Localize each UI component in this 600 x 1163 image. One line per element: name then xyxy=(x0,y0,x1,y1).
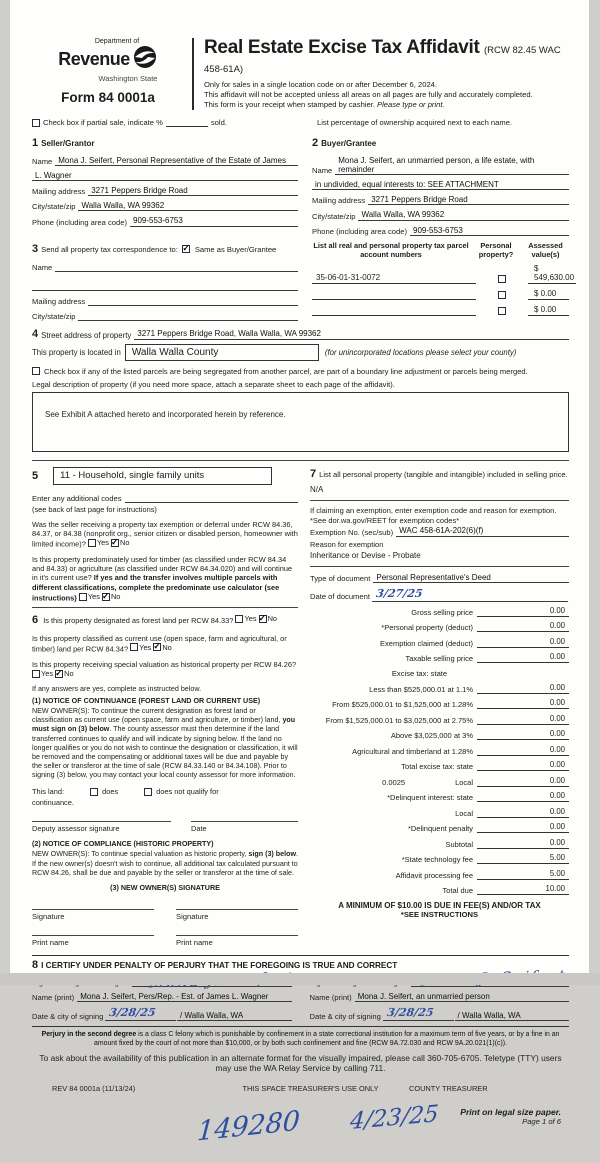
print-legal-size-note: Print on legal size paper. Page 1 of 6 xyxy=(460,1106,561,1126)
reason-for-exemption-label: Reason for exemption xyxy=(310,539,384,549)
tier2-tax-field[interactable]: 0.00 xyxy=(477,698,569,709)
deputy-assessor-date-line[interactable]: Date xyxy=(191,821,298,833)
same-as-buyer-checkbox[interactable] xyxy=(182,245,190,253)
section8-number: 8 xyxy=(32,959,39,972)
affidavit-processing-fee-field[interactable]: 5.00 xyxy=(477,869,569,880)
section3-number: 3 xyxy=(32,242,39,255)
grantee-print-name-field[interactable]: Mona J. Seifert, an unmarried person xyxy=(355,992,569,1002)
revenue-wordmark: Revenue xyxy=(58,49,130,69)
county-treasurer-label: COUNTY TREASURER xyxy=(409,1083,488,1093)
section1-number: 1 xyxy=(32,136,39,149)
parcel-row xyxy=(312,289,569,300)
buyer-name-field-2[interactable]: in undivided, equal interests to: SEE ATTACHMENT xyxy=(312,180,569,190)
seller-city-field[interactable]: Walla Walla, WA 99362 xyxy=(78,201,298,211)
form-number: Form 84 0001a xyxy=(61,90,155,105)
parcel-row xyxy=(312,264,575,284)
seller-mailing-field[interactable]: 3271 Peppers Bridge Road xyxy=(88,186,298,196)
q3-yes-checkbox[interactable] xyxy=(235,615,243,623)
seller-name-field[interactable]: Mona J. Seifert, Personal Representative of the Estate of James xyxy=(55,156,298,166)
tier1-tax-field[interactable]: 0.00 xyxy=(477,683,569,694)
alternate-format-note: To ask about the availability of this publication in an alternate format for the visually impaired, please call 360-705-6705. Teletype (TTY) users may use the WA Relay Service by calling 711. xyxy=(39,1052,562,1074)
treasurer-stamp-number: 149280 xyxy=(196,1105,301,1148)
section3-heading: Send all property tax correspondence to: xyxy=(41,244,178,254)
forest-land-question: 6 Is this property designated as forest land per RCW 84.33? Yes ✓ No xyxy=(32,614,298,628)
same-as-buyer-label: Same as Buyer/Grantee xyxy=(194,244,277,254)
buyer-city-field[interactable]: Walla Walla, WA 99362 xyxy=(358,210,569,220)
section7-number: 7 xyxy=(310,467,317,480)
personal-property-value[interactable]: N/A xyxy=(310,484,324,494)
taxable-selling-price-field[interactable]: 0.00 xyxy=(477,652,569,663)
total-due-field[interactable]: 10.00 xyxy=(477,884,569,895)
form-header xyxy=(32,36,569,110)
deputy-assessor-signature-line[interactable]: Deputy assessor signature xyxy=(32,821,171,833)
page-title: Real Estate Excise Tax Affidavit xyxy=(204,37,480,58)
county-select[interactable]: Walla Walla County xyxy=(125,344,319,361)
tier4-tax-field[interactable]: 0.00 xyxy=(477,729,569,740)
segregated-label: Check box if any of the listed parcels are being segregated from another parcel, are part of a boundary line adjustment or parcels being merged. xyxy=(44,366,528,376)
parcel-col-header: List all real and personal property tax parcel account numbers xyxy=(313,240,469,259)
grantee-date-field[interactable]: 3/28/25 xyxy=(383,1007,456,1021)
exemption-code-field[interactable]: WAC 458-61A-202(6)(f) xyxy=(396,526,569,536)
notice-compliance-body: NEW OWNER(S): To continue special valuation as historic property, sign (3) below. If the new owner(s) doesn't wish to continue, all additional tax calculated pursuant to RCW 84.26, shall be due and payable by the seller or transferor at the time of sale. xyxy=(32,850,299,877)
correspondence-mailing-field[interactable] xyxy=(88,296,298,306)
this-land-label: This land: xyxy=(32,787,65,797)
section7-heading: List all personal property (tangible and intangible) included in selling price. xyxy=(319,469,568,479)
timber-agriculture-question: Is this property predominately used for timber (as classified under RCW 84.34 and 84.33) or agriculture (as classified under RCW 84.34.020) and will continue in it's current use? If yes and the transfer involves multiple parcels with different classifications, complete the predominate use calculator (see instructions) Yes ✓ No xyxy=(32,555,298,608)
additional-codes-field[interactable] xyxy=(125,493,299,503)
correspondence-city-field[interactable] xyxy=(78,311,298,321)
q5-no-checkbox[interactable] xyxy=(55,670,63,678)
assessed-value-field[interactable]: $ 0.00 xyxy=(528,289,569,300)
minimum-due-note: A MINIMUM OF $10.00 IS DUE IN FEE(S) AND/OR TAX xyxy=(338,901,541,911)
parcel-table xyxy=(312,240,575,317)
if-any-yes-note: If any answers are yes, complete as instructed below. xyxy=(32,684,202,693)
excise-tax-state-header: Excise tax: state xyxy=(391,669,448,679)
delinquent-penalty-field[interactable]: 0.00 xyxy=(477,822,569,833)
ownership-percentage-note: List percentage of ownership acquired next to each name. xyxy=(317,117,513,127)
certify-heading: I CERTIFY UNDER PENALTY OF PERJURY THAT THE FOREGOING IS TRUE AND CORRECT xyxy=(41,961,398,971)
dept-of-label: Department of xyxy=(94,38,140,45)
seller-phone-field[interactable]: 909-553-6753 xyxy=(130,216,298,226)
gross-selling-price-field[interactable]: 0.00 xyxy=(477,606,569,617)
rev-form-id: REV 84 0001a (11/13/24) xyxy=(52,1083,136,1093)
notice-compliance-title: (2) NOTICE OF COMPLIANCE (HISTORIC PROPERTY) xyxy=(32,840,214,849)
subtotal-field[interactable]: 0.00 xyxy=(477,838,569,849)
legal-description-label: Legal description of property (if you need more space, attach a separate sheet to each page of the affidavit). xyxy=(32,379,395,389)
partial-sale-label: Check box if partial sale, indicate % xyxy=(43,117,163,127)
local-rate-value: 0.0025 xyxy=(382,777,406,787)
parcel-number-field[interactable] xyxy=(312,289,476,300)
partial-sale-checkbox[interactable] xyxy=(32,119,40,127)
historic-property-question: Is this property receiving special valuation as historical property per RCW 84.26? Yes ✓ No xyxy=(32,660,298,680)
buyer-phone-field[interactable]: 909-553-6753 xyxy=(410,226,569,236)
assessed-value-col-header: Assessed value(s) xyxy=(528,240,563,259)
buyer-name-field[interactable]: Mona J. Seifert, an unmarried person, a life estate, with remainder xyxy=(335,156,569,175)
continuance-label: continuance. xyxy=(32,798,74,808)
parcel-row xyxy=(312,305,569,316)
header-notes: Only for sales in a single location code on or after December 6, 2024. This affidavit will not be accepted unless all areas on all pages are fully and accurately completed. This form is your receipt when stamped by cashier. Please type or print. xyxy=(204,80,533,109)
land-does-not-checkbox[interactable] xyxy=(144,788,152,796)
q2-yes-checkbox[interactable] xyxy=(79,593,87,601)
grantee-city-field[interactable]: / Walla Walla, WA xyxy=(455,1011,569,1021)
see-instructions-note: *SEE INSTRUCTIONS xyxy=(400,910,479,920)
document-type-field[interactable]: Personal Representative's Deed xyxy=(373,573,569,583)
new-owner-signature-line-1[interactable]: Signature xyxy=(32,909,154,921)
notice-continuance-title: (1) NOTICE OF CONTINUANCE (FOREST LAND OR CURRENT USE) xyxy=(32,696,261,705)
personal-property-col-header: Personal property? xyxy=(478,240,514,259)
page-indicator: Page 1 of 6 xyxy=(522,1116,561,1126)
q5-yes-checkbox[interactable] xyxy=(32,670,40,678)
tier3-tax-field[interactable]: 0.00 xyxy=(477,714,569,725)
local-tax-field[interactable]: 0.00 xyxy=(477,776,569,787)
property-street-field[interactable]: 3271 Peppers Bridge Road, Walla Walla, WA 99362 xyxy=(134,329,569,339)
perjury-statement: Perjury in the second degree is a class C felony which is punishable by confinement in a state correctional institution for a maximum term of five years, or by a fine in an amount fixed by the court of not more than $10,000, or by both such confinement and fine (RCW 9A.72.030 and RCW 9A.20.021(1)(c)). xyxy=(32,1026,569,1049)
notice-continuance-body: NEW OWNER(S): To continue the current designation as forest land or classification as current use (open space, farm and agriculture, or timber) land, you must sign on (3) below. The county assessor must then determine if the land transferred continues to qualify and will indicate by signing below. If the land no longer qualifies or you do not wish to continue the designation or classification, it will be removed and the compensating or additional taxes will be due and payable by the seller or transferor at the time of sale (RCW 84.33.140 or 84.34.108). Prior to signing (3) below, you may contact your local county assessor for more information. xyxy=(32,707,298,780)
rcw-reference: (RCW 82.45 WAC 458-61A) xyxy=(204,45,561,75)
section2-heading: Buyer/Grantee xyxy=(321,138,377,148)
correspondence-name-field[interactable] xyxy=(55,262,298,272)
legal-description-box[interactable]: See Exhibit A attached hereto and incorporated herein by reference. xyxy=(32,392,569,452)
document-date-field[interactable]: 3/27/25 xyxy=(372,588,570,602)
q4-yes-checkbox[interactable] xyxy=(130,643,138,651)
seller-name-field-2[interactable]: L. Wagner xyxy=(32,171,298,181)
correspondence-name-field-2[interactable] xyxy=(32,281,298,291)
new-owner-print-name-2[interactable]: Print name xyxy=(176,935,298,947)
new-owner-signature-title: (3) NEW OWNER(S) SIGNATURE xyxy=(110,883,220,892)
parcel-number-field[interactable] xyxy=(312,305,476,316)
q3-no-checkbox[interactable] xyxy=(259,615,267,623)
personal-property-checkbox[interactable] xyxy=(498,275,506,283)
affidavit-page: Department of Revenue Washington State Form 84 0001a Real Estate Excise Tax Affidavit (RCW 82.45 WAC 458-61A) Only for sales in a single location code on or after December 6, 2024. This affidavit will not be accepted unless all areas on all pages are fully and accurately completed. This form is your receipt when stamped by cashier. Please type or print. Check box if partial sale, indicate % sold. List percentage of ownership acquired next to each name. 1 Seller/Grantor Name Mona J. Seifert, Personal Representative of the Estate of James L. Wagner Mailing address 3271 Peppers Bridge Road City/state/zip Walla Walla, WA 99362 Phone (including area code) 909-553-6753 3 Send all property tax correspondence to: ✓ Same as Buyer/Grantee Name Mailing address City/state/zip 2 Buyer/Grantee Name Mona J. Seifert, an unmarried person, a life estate, with remainder in undivided, equal interests to: SEE ATTACHMENT Mailing address 3271 Peppers Bridge Road City/state/zip Walla Walla, WA 99362 Phone (including area code) 909-553-6753 List all real and personal property tax parcel account numbers Personal property? Assessed value(s) 35-06-01-31-0072 $ 549,630.00 $ 0.00 $ 0.00 4 Street address of property 3271 Peppers Bridge Road, Walla Walla, WA 99362 This property is located in Walla Walla County (for unincorporated locations please select your county) Check box if any of the listed parcels are being segregated from another parcel, are part of a boundary line adjustment or parcels being merged. Legal description of property (if you need more space, attach a separate sheet to each page of the affidavit). See Exhibit A attached hereto and incorporated herein by reference. 5 11 - Household, single family units Enter any additional codes (see back of last page for instructions) Was the seller receiving a property tax exemption or deferral under RCW 84.36, 84.37, or 84.38 (nonprofit org., senior citizen or disabled person, homeowner with limited income)? Yes ✓ No Is this property predominately used for timber (as classified under RCW 84.34 and 84.33) or agriculture (as classified under RCW 84.34.020) and will continue in it's current use? If yes and the transfer involves multiple parcels with different classifications, complete the predominate use calculator (see instructions) Yes ✓ No 6 Is this property designated as forest land per RCW 84.33? Yes ✓ No Is this property classified as current use (open space, farm and agricultural, or timber) land per RCW 84.34? Yes ✓ No Is this property receiving special valuation as historical property per RCW 84.26? Yes ✓ No If any answers are yes, complete as instructed below. (1) NOTICE OF CONTINUANCE (FOREST LAND OR CURRENT USE) NEW OWNER(S): To continue the current designation as forest land or classification as current use (open space, farm and agriculture, or timber) land, you must sign on (3) below. The county assessor must then determine if the land transferred continues to qualify and will indicate by signing below. If the land no longer qualifies or you do not wish to continue the designation or classification, it will be removed and the compensating or additional taxes will be due and payable by the seller or transferor at the time of sale (RCW 84.33.140 or 84.34.108). Prior to signing (3) below, you may contact your local county assessor for more information. This land: does does not qualify for continuance. Deputy assessor signature Date (2) NOTICE OF COMPLIANCE (HISTORIC PROPERTY) NEW OWNER(S): To continue special valuation as historic property, sign (3) below. If the new owner(s) doesn't wish to continue, all additional tax calculated pursuant to RCW 84.26, shall be due and payable by the seller or transferor at the time of sale. (3) NEW OWNER(S) SIGNATURE Signature Signature Print name Print name 7 List all personal property (tangible and intangible) included in selling price. N/A If claiming an exemption, enter exemption code and reason for exemption. *See dor.wa.gov/REET for exemption codes* Exemption No. (sec/sub) WAC 458-61A-202(6)(f) Reason for exemption Inheritance or Devise - Probate Type of document Personal Representative's Deed Date of document 3/27/25 Gross selling price 0.00 *Personal property (deduct) 0.00 Exemption claimed (deduct) 0.00 Taxable selling price 0.00 Excise tax: state Less than $525,000.01 at 1.1% 0.00 From $525,000.01 to $1,525,000 at 1.28% 0.00 From $1,525,000.01 to $3,025,000 at 2.75% 0.00 Above $3,025,000 at 3% 0.00 Agricultural and timberland at 1.28% 0.00 Total excise tax: state 0.00 0.0025 Local 0.00 *Delinquent interest: state 0.00 Local 0.00 *Delinquent penalty 0.00 Subtotal 0.00 *State technology fee 5.00 Affidavit processing fee 5.00 Total due 10.00 A MINIMUM OF $10.00 IS DUE IN FEE(S) AND/OR TAX *SEE INSTRUCTIONS 8 I CERTIFY UNDER PENALTY OF PERJURY THAT THE FOREGOING IS TRUE AND CORRECT Name (print) Mona J. Seifert, Pers/Rep. - Est. of James L. Wagner Date & city of signing 3/28/25 / Walla Walla, WA Name (print) Mona J. Seifert, an unmarried person Date & city of signing 3/28/25 / Walla Walla, WA Perjury in the second degree is a class C felony which is punishable by confinement in a state correctional institution for a maximum term of five years, or by a fine in an amount fixed by the court of not more than $10,000, or by both such confinement and fine (RCW 9A.72.030 and RCW 9A.20.021(1)(c)). To ask about the availability of this publication in an alternate format for the visually impaired, please call 360-705-6705. Teletype (TTY) users may use the WA Relay Service by calling 711. REV 84 0001a (11/13/24) THIS SPACE TREASURER'S USE ONLY COUNTY TREASURER 149280 4/23/25 Print on legal size paper. Page 1 of 6 xyxy=(10,0,589,973)
state-technology-fee-field[interactable]: 5.00 xyxy=(477,853,569,864)
q4-no-checkbox[interactable] xyxy=(153,643,161,651)
section5-number: 5 xyxy=(32,469,39,482)
assessed-value-field[interactable]: $ 0.00 xyxy=(528,305,569,316)
section1-heading: Seller/Grantor xyxy=(41,138,95,148)
q1-no-checkbox[interactable] xyxy=(111,539,119,547)
parcel-number-field[interactable]: 35-06-01-31-0072 xyxy=(312,273,476,284)
personal-property-deduct-field[interactable]: 0.00 xyxy=(477,621,569,632)
located-in-label: This property is located in xyxy=(32,347,121,357)
dor-swirl-icon xyxy=(132,45,158,74)
total-excise-state-field[interactable]: 0.00 xyxy=(477,760,569,771)
county-note: (for unincorporated locations please select your county) xyxy=(324,347,517,357)
section2-number: 2 xyxy=(312,136,319,149)
header-divider xyxy=(192,38,194,110)
q2-no-checkbox[interactable] xyxy=(102,593,110,601)
q1-yes-checkbox[interactable] xyxy=(88,539,96,547)
reason-for-exemption-value[interactable]: Inheritance or Devise - Probate xyxy=(310,550,421,560)
new-owner-signature-line-2[interactable]: Signature xyxy=(176,909,298,921)
grantor-print-name-field[interactable]: Mona J. Seifert, Pers/Rep. - Est. of James L. Wagner xyxy=(77,992,291,1002)
grantor-date-field[interactable]: 3/28/25 xyxy=(105,1007,178,1021)
personal-property-checkbox[interactable] xyxy=(498,307,506,315)
washington-state-label: Washington State xyxy=(98,74,158,83)
grantor-city-field[interactable]: / Walla Walla, WA xyxy=(177,1011,291,1021)
treasurer-stamp-date: 4/23/25 xyxy=(349,1100,440,1135)
scan-edge-right xyxy=(589,0,600,985)
section4-number: 4 xyxy=(32,327,39,340)
exemption-claimed-field[interactable]: 0.00 xyxy=(477,637,569,648)
assessed-value-field[interactable]: $ 549,630.00 xyxy=(528,264,576,284)
seller-exemption-question: Was the seller receiving a property tax exemption or deferral under RCW 84.36, 84.37, or 84.38 (nonprofit org., senior citizen or disabled person, homeowner with limited income)? Yes ✓ No xyxy=(32,520,298,549)
land-use-code-select[interactable]: 11 - Household, single family units xyxy=(53,467,272,485)
delinquent-interest-local-field[interactable]: 0.00 xyxy=(477,807,569,818)
partial-sale-suffix: sold. xyxy=(210,117,227,127)
buyer-mailing-field[interactable]: 3271 Peppers Bridge Road xyxy=(368,195,569,205)
land-does-checkbox[interactable] xyxy=(90,788,98,796)
delinquent-interest-state-field[interactable]: 0.00 xyxy=(477,791,569,802)
personal-property-checkbox[interactable] xyxy=(498,291,506,299)
treasurer-space-label: THIS SPACE TREASURER'S USE ONLY xyxy=(242,1083,379,1093)
exemption-intro: If claiming an exemption, enter exemption code and reason for exemption. *See dor.wa.gov/REET for exemption codes* xyxy=(310,505,557,525)
additional-codes-note: (see back of last page for instructions) xyxy=(32,504,157,514)
current-use-question: Is this property classified as current use (open space, farm and agricultural, or timber) land per RCW 84.34? Yes ✓ No xyxy=(32,634,298,654)
agricultural-tax-field[interactable]: 0.00 xyxy=(477,745,569,756)
segregated-checkbox[interactable] xyxy=(32,367,40,375)
scan-edge-bottom xyxy=(0,973,600,985)
new-owner-print-name-1[interactable]: Print name xyxy=(32,935,154,947)
dor-logo-block xyxy=(32,36,184,105)
partial-sale-percent-field[interactable] xyxy=(166,118,208,127)
